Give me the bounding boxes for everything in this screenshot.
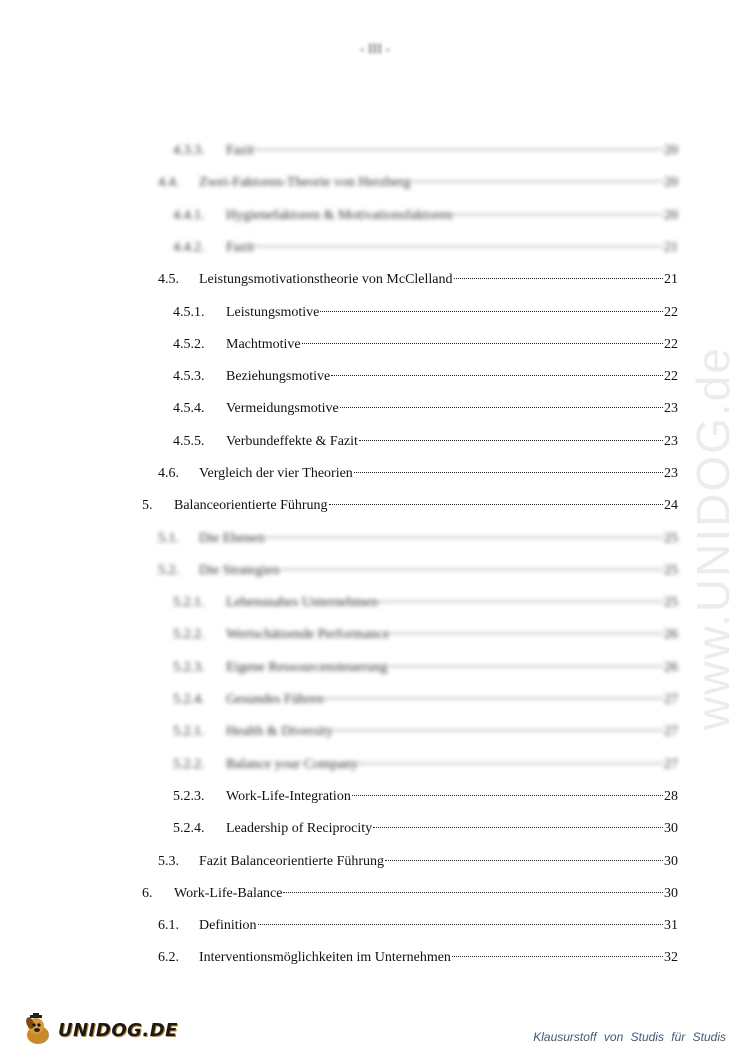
toc-entry-page: 20 — [664, 175, 678, 190]
toc-entry-page: 23 — [664, 466, 678, 481]
toc-entry-title: Work-Life-Balance — [174, 886, 283, 901]
toc-entry-line — [226, 721, 678, 743]
toc-entry[interactable] — [0, 172, 750, 194]
toc-entry-number: 6. — [142, 886, 153, 901]
toc-entry[interactable] — [0, 915, 750, 937]
toc-entry-line — [199, 947, 678, 969]
toc-entry-number: 5.1. — [158, 531, 179, 546]
toc-entry[interactable] — [0, 495, 750, 517]
toc-leader-dots — [283, 891, 663, 893]
toc-entry-page: 30 — [664, 886, 678, 901]
toc-entry[interactable] — [0, 851, 750, 873]
toc-leader-dots — [258, 923, 663, 925]
toc-entry[interactable] — [0, 592, 750, 614]
toc-entry-title: Balance your Company — [226, 757, 359, 772]
toc-entry-number: 5.2.2. — [173, 627, 205, 642]
toc-entry-page: 30 — [664, 821, 678, 836]
toc-entry-number: 5.2.3. — [173, 789, 205, 804]
toc-leader-dots — [340, 406, 663, 408]
toc-entry-title: Machtmotive — [226, 337, 301, 352]
toc-leader-dots — [320, 310, 663, 312]
toc-entry-number: 5.2.1. — [173, 595, 205, 610]
toc-leader-dots — [331, 374, 663, 376]
toc-leader-dots — [255, 245, 663, 247]
toc-leader-dots — [390, 632, 663, 634]
toc-entry-number: 5. — [142, 498, 153, 513]
toc-entry-title: Zwei-Faktoren-Theorie von Herzberg — [199, 175, 411, 190]
toc-entry-number: 4.3.3. — [173, 143, 205, 158]
toc-entry-page: 24 — [664, 498, 678, 513]
toc-entry-page: 27 — [664, 757, 678, 772]
toc-entry-title: Wertschätzende Performance — [226, 627, 390, 642]
toc-entry-page: 25 — [664, 563, 678, 578]
toc-entry-number: 6.2. — [158, 950, 179, 965]
toc-entry-number: 5.3. — [158, 854, 179, 869]
toc-entry-line — [174, 495, 678, 517]
toc-entry-number: 4.5.3. — [173, 369, 205, 384]
footer-tagline: Klausurstoff von Studis für Studis — [533, 1030, 726, 1044]
toc-entry[interactable] — [0, 528, 750, 550]
toc-entry-line — [226, 366, 678, 388]
toc-leader-dots — [280, 568, 663, 570]
toc-entry[interactable] — [0, 754, 750, 776]
toc-leader-dots — [354, 471, 663, 473]
unidog-logo[interactable] — [22, 1012, 178, 1048]
toc-entry-line — [199, 463, 678, 485]
toc-leader-dots — [452, 955, 663, 957]
toc-entry-line — [226, 398, 678, 420]
toc-entry-page: 22 — [664, 337, 678, 352]
toc-entry[interactable] — [0, 269, 750, 291]
toc-leader-dots — [385, 859, 663, 861]
toc-entry-title: Vergleich der vier Theorien — [199, 466, 353, 481]
toc-leader-dots — [255, 148, 663, 150]
toc-entry[interactable] — [0, 560, 750, 582]
toc-entry-page: 22 — [664, 369, 678, 384]
toc-entry-line — [174, 883, 678, 905]
toc-entry-number: 4.5.1. — [173, 305, 205, 320]
toc-entry-title: Die Ebenen — [199, 531, 265, 546]
toc-leader-dots — [388, 665, 663, 667]
toc-entry-title: Work-Life-Integration — [226, 789, 351, 804]
toc-leader-dots — [454, 277, 663, 279]
toc-entry[interactable] — [0, 947, 750, 969]
toc-leader-dots — [334, 729, 663, 731]
toc-entry-line — [199, 851, 678, 873]
toc-entry-line — [226, 818, 678, 840]
toc-entry-line — [199, 528, 678, 550]
toc-entry-line — [226, 205, 678, 227]
toc-entry-line — [226, 334, 678, 356]
toc-entry-title: Fazit Balanceorientierte Führung — [199, 854, 385, 869]
toc-leader-dots — [359, 439, 663, 441]
toc-entry-title: Vermeidungsmotive — [226, 401, 339, 416]
toc-entry-line — [226, 237, 678, 259]
toc-entry[interactable] — [0, 205, 750, 227]
toc-entry-page: 23 — [664, 434, 678, 449]
toc-entry[interactable] — [0, 786, 750, 808]
toc-entry-number: 4.5.4. — [173, 401, 205, 416]
toc-entry-line — [199, 915, 678, 937]
toc-entry[interactable] — [0, 818, 750, 840]
toc-entry-title: Hygienefaktoren & Motivationsfaktoren — [226, 208, 453, 223]
toc-entry-line — [199, 269, 678, 291]
toc-entry-line — [199, 172, 678, 194]
logo-text: UNIDOG.DE — [58, 1019, 178, 1041]
toc-entry-page: 20 — [664, 208, 678, 223]
toc-leader-dots — [453, 213, 663, 215]
toc-entry-title: Interventionsmöglichkeiten im Unternehmen — [199, 950, 451, 965]
toc-entry[interactable] — [0, 721, 750, 743]
toc-entry-number: 5.2.2. — [173, 757, 205, 772]
toc-entry[interactable] — [0, 366, 750, 388]
toc-entry-title: Eigene Ressourcensteuerung — [226, 660, 388, 675]
toc-entry-line — [226, 786, 678, 808]
toc-entry[interactable] — [0, 431, 750, 453]
toc-entry-title: Leistungsmotivationstheorie von McClelland — [199, 272, 453, 287]
toc-entry-page: 20 — [664, 143, 678, 158]
toc-entry-title: Leistungsmotive — [226, 305, 320, 320]
toc-entry-page: 27 — [664, 692, 678, 707]
toc-entry-title: Fazit — [226, 240, 254, 255]
toc-leader-dots — [411, 180, 663, 182]
toc-entry-page: 26 — [664, 627, 678, 642]
toc-leader-dots — [302, 342, 663, 344]
toc-entry-number: 5.2. — [158, 563, 179, 578]
toc-entry-page: 25 — [664, 595, 678, 610]
toc-entry[interactable] — [0, 657, 750, 679]
toc-entry-title: Lebensnahes Unternehmen — [226, 595, 378, 610]
toc-entry-number: 5.2.4. — [173, 692, 205, 707]
toc-entry[interactable] — [0, 883, 750, 905]
toc-entry-page: 30 — [664, 854, 678, 869]
toc-leader-dots — [352, 794, 663, 796]
toc-entry[interactable] — [0, 140, 750, 162]
toc-entry-page: 23 — [664, 401, 678, 416]
toc-entry-line — [226, 689, 678, 711]
toc-entry-line — [226, 302, 678, 324]
toc-entry-page: 26 — [664, 660, 678, 675]
toc-entry-line — [226, 431, 678, 453]
toc-leader-dots — [359, 762, 663, 764]
toc-entry-page: 25 — [664, 531, 678, 546]
toc-leader-dots — [373, 826, 663, 828]
toc-leader-dots — [325, 697, 663, 699]
toc-entry-line — [226, 624, 678, 646]
toc-entry-title: Fazit — [226, 143, 254, 158]
toc-entry-page: 22 — [664, 305, 678, 320]
toc-leader-dots — [266, 536, 663, 538]
toc-entry-page: 27 — [664, 724, 678, 739]
toc-entry-number: 6.1. — [158, 918, 179, 933]
toc-entry-title: Leadership of Reciprocity — [226, 821, 373, 836]
toc-leader-dots — [329, 503, 663, 505]
toc-entry-page: 21 — [664, 240, 678, 255]
watermark-text: www.UNIDOG.de — [687, 346, 739, 730]
toc-entry-page: 28 — [664, 789, 678, 804]
toc-entry-title: Beziehungsmotive — [226, 369, 331, 384]
toc-entry-title: Definition — [199, 918, 257, 933]
toc-entry[interactable] — [0, 624, 750, 646]
toc-entry-title: Verbundeffekte & Fazit — [226, 434, 358, 449]
toc-entry[interactable] — [0, 398, 750, 420]
toc-entry[interactable] — [0, 302, 750, 324]
toc-entry-line — [226, 657, 678, 679]
toc-entry-title: Balanceorientierte Führung — [174, 498, 328, 513]
toc-entry-title: Health & Diversity — [226, 724, 334, 739]
toc-entry[interactable] — [0, 463, 750, 485]
toc-entry-page: 21 — [664, 272, 678, 287]
toc-entry-line — [226, 592, 678, 614]
toc-entry-number: 5.2.3. — [173, 660, 205, 675]
toc-entry-number: 4.5. — [158, 272, 179, 287]
toc-entry[interactable] — [0, 689, 750, 711]
toc-entry-page: 32 — [664, 950, 678, 965]
toc-entry-line — [199, 560, 678, 582]
toc-entry-number: 4.4. — [158, 175, 179, 190]
toc-entry-line — [226, 140, 678, 162]
toc-entry-title: Die Strategien — [199, 563, 280, 578]
toc-entry-page: 31 — [664, 918, 678, 933]
toc-entry-number: 4.5.5. — [173, 434, 205, 449]
toc-entry-number: 4.5.2. — [173, 337, 205, 352]
toc-entry[interactable] — [0, 334, 750, 356]
page-number: - III - — [359, 42, 391, 57]
toc-leader-dots — [379, 600, 663, 602]
toc-entry-number: 5.2.1. — [173, 724, 205, 739]
toc-entry-number: 5.2.4. — [173, 821, 205, 836]
toc-entry-number: 4.4.2. — [173, 240, 205, 255]
toc-entry-line — [226, 754, 678, 776]
toc-entry[interactable] — [0, 237, 750, 259]
dog-mascot-icon — [22, 1013, 56, 1047]
toc-entry-title: Gesundes Führen — [226, 692, 324, 707]
toc-entry-number: 4.6. — [158, 466, 179, 481]
toc-entry-number: 4.4.1. — [173, 208, 205, 223]
